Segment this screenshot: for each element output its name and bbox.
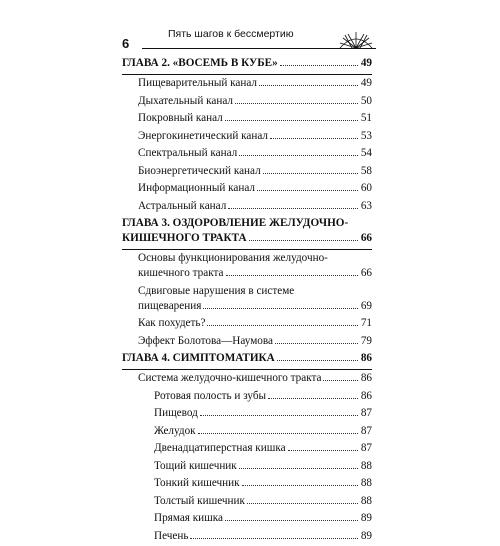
toc-page-number: 86 (360, 352, 372, 364)
running-header (122, 22, 380, 56)
toc-entry-title: Астральный канал (138, 199, 227, 212)
toc-page-number: 69 (360, 299, 372, 312)
chapter-rule (122, 369, 372, 370)
chapter-rule (122, 249, 372, 250)
dot-leader (323, 380, 358, 381)
toc-entry (122, 441, 372, 456)
toc-entry-title: Прямая кишка (154, 512, 223, 524)
dot-leader (198, 433, 358, 434)
toc-entry (122, 494, 372, 509)
dot-leader (247, 503, 358, 504)
dot-leader (288, 450, 358, 451)
dot-leader (239, 468, 358, 469)
toc-page-number: 88 (360, 459, 372, 472)
toc-entry-title: Энергокинетический канал (138, 129, 268, 142)
dot-leader (225, 120, 358, 121)
dot-leader (190, 538, 358, 539)
toc-page-number: 87 (360, 442, 372, 454)
toc-entry-title: КИШЕЧНОГО ТРАКТА (122, 232, 247, 244)
toc-entry-title: Тощий кишечник (154, 459, 237, 472)
toc-page-number: 87 (360, 424, 372, 437)
toc-entry-title-line: Основы функционирования желудочно- (138, 252, 328, 264)
toc-entry-title: Ротовая полость и зубы (154, 389, 267, 402)
toc-entry-title: Система желудочно-кишечного тракта (138, 372, 322, 384)
toc-chapter-entry (122, 56, 372, 75)
dot-leader (239, 155, 358, 156)
toc-entry (122, 284, 372, 314)
toc-entry (122, 199, 372, 214)
toc-page-number: 88 (360, 477, 372, 489)
toc-entry-title: ГЛАВА 2. «ВОСЕМЬ В КУБЕ» (122, 57, 278, 69)
toc-entry-title-line: Сдвиговые нарушения в системе (138, 284, 295, 297)
toc-entry-title: Эффект Болотова—Наумова (138, 334, 273, 347)
toc-entry (122, 181, 372, 196)
toc-page-number: 54 (360, 147, 372, 159)
toc-page-number: 51 (360, 112, 372, 124)
toc-page-number: 53 (360, 129, 372, 142)
table-of-contents (122, 56, 372, 546)
toc-entry-title: Печень (154, 529, 189, 542)
toc-entry (122, 371, 372, 386)
toc-entry-title: Дыхательный канал (138, 94, 233, 107)
dot-leader (270, 138, 358, 139)
toc-entry (122, 334, 372, 349)
toc-entry (122, 316, 372, 331)
dot-leader (275, 343, 358, 344)
toc-page-number: 89 (360, 512, 372, 524)
header-rule (142, 48, 342, 49)
toc-entry (122, 424, 372, 439)
toc-page-number: 66 (360, 232, 372, 244)
toc-entry-title: Пищеварительный канал (138, 77, 258, 89)
toc-entry-title: Толстый кишечник (154, 494, 245, 507)
toc-entry-title: кишечного тракта (138, 267, 224, 279)
toc-page-number: 66 (360, 267, 372, 279)
toc-entry-title-line: ГЛАВА 3. ОЗДОРОВЛЕНИЕ ЖЕЛУДОЧНО- (122, 217, 349, 229)
toc-entry-title: Биоэнергетический канал (138, 164, 261, 177)
toc-entry (122, 111, 372, 126)
dot-leader (257, 190, 358, 191)
dot-leader (249, 240, 358, 241)
toc-chapter-entry (122, 216, 372, 250)
dot-leader (200, 415, 358, 416)
toc-entry (122, 94, 372, 109)
toc-entry (122, 129, 372, 144)
toc-entry (122, 529, 372, 544)
toc-page-number: 86 (360, 389, 372, 402)
toc-chapter-entry (122, 351, 372, 370)
toc-page-number: 49 (360, 57, 372, 69)
toc-page-number: 49 (360, 77, 372, 89)
toc-page-number: 58 (360, 164, 372, 177)
dot-leader (280, 65, 358, 66)
toc-entry-title: Пищевод (154, 407, 198, 419)
chapter-rule (122, 74, 372, 75)
toc-entry (122, 476, 372, 491)
toc-page-number: 88 (360, 494, 372, 507)
toc-entry (122, 251, 372, 281)
toc-entry (122, 406, 372, 421)
toc-page-number: 60 (360, 182, 372, 194)
toc-entry-title: Покровный канал (138, 112, 223, 124)
toc-page-number: 87 (360, 407, 372, 419)
dot-leader (259, 85, 358, 86)
page-number: 6 (122, 36, 130, 51)
toc-entry-title: Спектральный канал (138, 147, 238, 159)
toc-entry-title: Двенадцатиперстная кишка (154, 442, 286, 454)
dot-leader (263, 173, 358, 174)
dot-leader (228, 208, 358, 209)
dot-leader (207, 325, 358, 326)
dot-leader (225, 520, 358, 521)
toc-entry (122, 459, 372, 474)
dot-leader (277, 360, 358, 361)
toc-entry (122, 146, 372, 161)
toc-entry-title: Желудок (154, 424, 196, 437)
toc-entry-title: Информационный канал (138, 182, 256, 194)
toc-entry-title: пищеварения (138, 299, 202, 312)
sun-rays-ornament-icon (336, 28, 376, 50)
toc-entry (122, 164, 372, 179)
toc-page-number: 63 (360, 199, 372, 212)
toc-entry-title: ГЛАВА 4. СИМПТОМАТИКА (122, 352, 275, 364)
dot-leader (268, 398, 358, 399)
toc-entry (122, 389, 372, 404)
running-title: Пять шагов к бессмертию (168, 28, 294, 40)
toc-page-number: 86 (360, 372, 372, 384)
dot-leader (235, 103, 358, 104)
dot-leader (203, 308, 358, 309)
toc-entry-title: Тонкий кишечник (154, 477, 240, 489)
dot-leader (242, 485, 358, 486)
dot-leader (226, 275, 359, 276)
toc-page-number: 71 (360, 317, 372, 329)
toc-page-number: 89 (360, 529, 372, 542)
toc-entry-title: Как похудеть? (138, 317, 206, 329)
toc-page-number: 50 (360, 94, 372, 107)
toc-entry (122, 76, 372, 91)
toc-page-number: 79 (360, 334, 372, 347)
toc-entry (122, 511, 372, 526)
